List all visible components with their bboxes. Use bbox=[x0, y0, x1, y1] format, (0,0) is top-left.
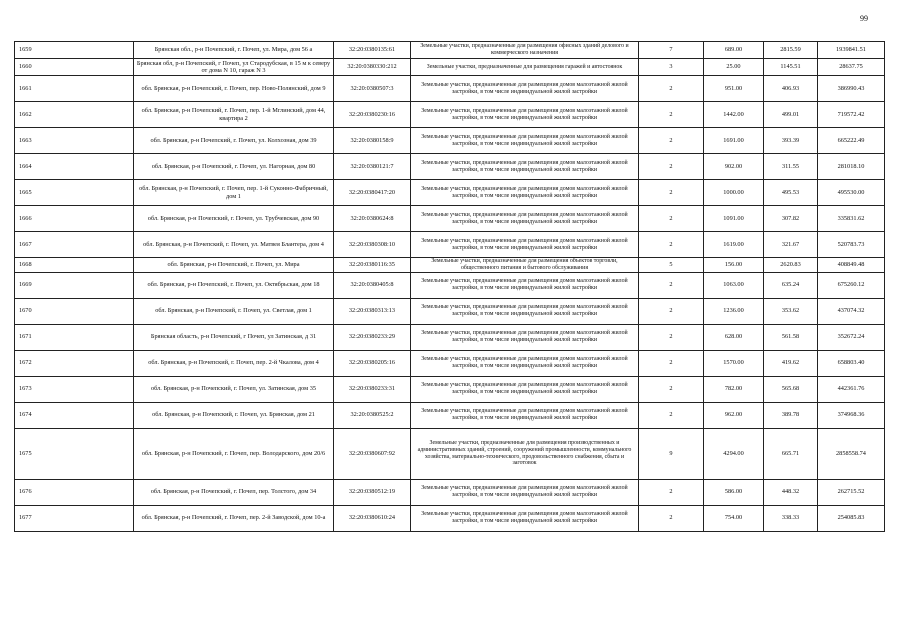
group-cell: 2 bbox=[639, 206, 704, 232]
group-cell: 2 bbox=[639, 376, 704, 402]
table-row bbox=[15, 102, 885, 128]
land-use-cell: Земельные участки, предназначенные для размещения домов малоэтажной жилой застройки, в том числе индивидуальной жилой застройки bbox=[411, 350, 639, 376]
cadastral-value-cell: 352672.24 bbox=[818, 324, 885, 350]
specific-value-cell: 419.62 bbox=[764, 350, 818, 376]
cadastral-value-cell: 665222.49 bbox=[818, 128, 885, 154]
cadastral-value-cell: 254085.83 bbox=[818, 505, 885, 531]
land-use-cell: Земельные участки, предназначенные для размещения производственных и административных зданий, строений, сооружений промышленности, коммунального хозяйства, материально-технического, продовольственного снабжения, сбыта и заготовок bbox=[411, 428, 639, 479]
area-cell: 1063.00 bbox=[704, 272, 764, 298]
land-use-cell: Земельные участки, предназначенные для размещения домов малоэтажной жилой застройки, в том числе индивидуальной жилой застройки bbox=[411, 180, 639, 206]
table-row bbox=[15, 154, 885, 180]
table-row bbox=[15, 505, 885, 531]
cadastral-value-cell: 495530.00 bbox=[818, 180, 885, 206]
land-use-cell: Земельные участки, предназначенные для размещения домов малоэтажной жилой застройки, в том числе индивидуальной жилой застройки bbox=[411, 324, 639, 350]
address-cell: обл. Брянская, р-н Почепский, г. Почеп, ул. Светлая, дом 1 bbox=[134, 298, 334, 324]
area-cell: 902.00 bbox=[704, 154, 764, 180]
land-use-cell: Земельные участки, предназначенные для размещения домов малоэтажной жилой застройки, в том числе индивидуальной жилой застройки bbox=[411, 76, 639, 102]
cadastral-number-cell: 32:20:0380116:35 bbox=[334, 258, 411, 273]
row-number: 1667 bbox=[15, 232, 134, 258]
cadastral-value-cell: 658803.40 bbox=[818, 350, 885, 376]
cadastral-number-cell: 32:20:0380313:13 bbox=[334, 298, 411, 324]
group-cell: 2 bbox=[639, 298, 704, 324]
land-use-cell: Земельные участки, предназначенные для размещения объектов торговли, общественного питания и бытового обслуживания bbox=[411, 258, 639, 273]
area-cell: 951.00 bbox=[704, 76, 764, 102]
area-cell: 962.00 bbox=[704, 402, 764, 428]
group-cell: 2 bbox=[639, 154, 704, 180]
area-cell: 754.00 bbox=[704, 505, 764, 531]
cadastral-value-cell: 437074.32 bbox=[818, 298, 885, 324]
table-row bbox=[15, 232, 885, 258]
cadastral-value-cell: 374968.36 bbox=[818, 402, 885, 428]
specific-value-cell: 448.32 bbox=[764, 479, 818, 505]
row-number: 1674 bbox=[15, 402, 134, 428]
row-number: 1676 bbox=[15, 479, 134, 505]
specific-value-cell: 2620.83 bbox=[764, 258, 818, 273]
group-cell: 2 bbox=[639, 232, 704, 258]
land-use-cell: Земельные участки, предназначенные для размещения офисных зданий делового и коммерческого назначения bbox=[411, 42, 639, 59]
cadastral-number-cell: 32:20:0380405:8 bbox=[334, 272, 411, 298]
cadastral-value-cell: 675260.12 bbox=[818, 272, 885, 298]
table-row bbox=[15, 128, 885, 154]
cadastral-number-cell: 32:20:0380233:29 bbox=[334, 324, 411, 350]
cadastral-number-cell: 32:20:0380205:16 bbox=[334, 350, 411, 376]
table-body bbox=[15, 42, 885, 532]
cadastral-number-cell: 32:20:0380330:212 bbox=[334, 59, 411, 76]
land-use-cell: Земельные участки, предназначенные для размещения гаражей и автостоянок bbox=[411, 59, 639, 76]
table-row bbox=[15, 76, 885, 102]
address-cell: обл. Брянская, р-н Почепский, г. Почеп, пер. Толстого, дом 34 bbox=[134, 479, 334, 505]
group-cell: 2 bbox=[639, 324, 704, 350]
area-cell: 1000.00 bbox=[704, 180, 764, 206]
address-cell: обл. Брянская, р-н Почепский, г. Почеп, ул. Брянская, дом 21 bbox=[134, 402, 334, 428]
specific-value-cell: 635.24 bbox=[764, 272, 818, 298]
row-number: 1663 bbox=[15, 128, 134, 154]
cadastral-number-cell: 32:20:0380512:19 bbox=[334, 479, 411, 505]
address-cell: обл. Брянская, р-н Почепский, г. Почеп, ул. Октябрьская, дом 18 bbox=[134, 272, 334, 298]
specific-value-cell: 389.78 bbox=[764, 402, 818, 428]
group-cell: 7 bbox=[639, 42, 704, 59]
land-use-cell: Земельные участки, предназначенные для размещения домов малоэтажной жилой застройки, в том числе индивидуальной жилой застройки bbox=[411, 154, 639, 180]
specific-value-cell: 499.01 bbox=[764, 102, 818, 128]
area-cell: 689.00 bbox=[704, 42, 764, 59]
cadastral-number-cell: 32:20:0380624:8 bbox=[334, 206, 411, 232]
cadastral-value-cell: 281018.10 bbox=[818, 154, 885, 180]
specific-value-cell: 307.82 bbox=[764, 206, 818, 232]
group-cell: 2 bbox=[639, 128, 704, 154]
row-number: 1669 bbox=[15, 272, 134, 298]
area-cell: 1091.00 bbox=[704, 206, 764, 232]
area-cell: 586.00 bbox=[704, 479, 764, 505]
cadastral-value-cell: 2858558.74 bbox=[818, 428, 885, 479]
page-number: 99 bbox=[860, 14, 868, 23]
row-number: 1661 bbox=[15, 76, 134, 102]
area-cell: 1619.00 bbox=[704, 232, 764, 258]
specific-value-cell: 353.62 bbox=[764, 298, 818, 324]
table-row bbox=[15, 402, 885, 428]
table-row bbox=[15, 324, 885, 350]
table-row bbox=[15, 428, 885, 479]
cadastral-number-cell: 32:20:0380507:3 bbox=[334, 76, 411, 102]
group-cell: 2 bbox=[639, 76, 704, 102]
cadastral-number-cell: 32:20:0380308:10 bbox=[334, 232, 411, 258]
row-number: 1677 bbox=[15, 505, 134, 531]
address-cell: обл. Брянская, р-н Почепский, г. Почеп, ул. Матвея Блантера, дом 4 bbox=[134, 232, 334, 258]
specific-value-cell: 565.68 bbox=[764, 376, 818, 402]
cadastral-number-cell: 32:20:0380417:20 bbox=[334, 180, 411, 206]
specific-value-cell: 321.67 bbox=[764, 232, 818, 258]
land-use-cell: Земельные участки, предназначенные для размещения домов малоэтажной жилой застройки, в том числе индивидуальной жилой застройки bbox=[411, 479, 639, 505]
row-number: 1670 bbox=[15, 298, 134, 324]
specific-value-cell: 561.58 bbox=[764, 324, 818, 350]
specific-value-cell: 495.53 bbox=[764, 180, 818, 206]
table-row bbox=[15, 350, 885, 376]
row-number: 1659 bbox=[15, 42, 134, 59]
row-number: 1664 bbox=[15, 154, 134, 180]
cadastral-value-cell: 262715.52 bbox=[818, 479, 885, 505]
group-cell: 9 bbox=[639, 428, 704, 479]
cadastral-number-cell: 32:20:0380610:24 bbox=[334, 505, 411, 531]
table-row bbox=[15, 258, 885, 273]
cadastral-number-cell: 32:20:0380135:61 bbox=[334, 42, 411, 59]
address-cell: обл. Брянская, р-н Почепский, г. Почеп, пер. Ново-Полянский, дом 9 bbox=[134, 76, 334, 102]
cadastral-value-table bbox=[14, 41, 885, 532]
group-cell: 5 bbox=[639, 258, 704, 273]
group-cell: 2 bbox=[639, 479, 704, 505]
table-row bbox=[15, 42, 885, 59]
specific-value-cell: 2815.59 bbox=[764, 42, 818, 59]
table-row bbox=[15, 180, 885, 206]
address-cell: обл. Брянская, р-н Почепский, г. Почеп, пер. Володарского, дом 20/6 bbox=[134, 428, 334, 479]
land-use-cell: Земельные участки, предназначенные для размещения домов малоэтажной жилой застройки, в том числе индивидуальной жилой застройки bbox=[411, 402, 639, 428]
land-use-cell: Земельные участки, предназначенные для размещения домов малоэтажной жилой застройки, в том числе индивидуальной жилой застройки bbox=[411, 376, 639, 402]
row-number: 1672 bbox=[15, 350, 134, 376]
group-cell: 2 bbox=[639, 350, 704, 376]
row-number: 1675 bbox=[15, 428, 134, 479]
address-cell: обл. Брянская, р-н Почепский, г. Почеп, пер. 1-й Суконно-Фабричный, дом 1 bbox=[134, 180, 334, 206]
specific-value-cell: 406.93 bbox=[764, 76, 818, 102]
cadastral-value-cell: 408849.48 bbox=[818, 258, 885, 273]
table-row bbox=[15, 59, 885, 76]
area-cell: 628.00 bbox=[704, 324, 764, 350]
land-use-cell: Земельные участки, предназначенные для размещения домов малоэтажной жилой застройки, в том числе индивидуальной жилой застройки bbox=[411, 232, 639, 258]
address-cell: обл. Брянская, р-н Почепский, г. Почеп, пер. 1-й Мглинский, дом 44, квартира 2 bbox=[134, 102, 334, 128]
cadastral-number-cell: 32:20:0380230:16 bbox=[334, 102, 411, 128]
area-cell: 156.00 bbox=[704, 258, 764, 273]
specific-value-cell: 311.55 bbox=[764, 154, 818, 180]
table-row bbox=[15, 479, 885, 505]
group-cell: 2 bbox=[639, 505, 704, 531]
cadastral-value-cell: 442361.76 bbox=[818, 376, 885, 402]
table-row bbox=[15, 206, 885, 232]
address-cell: обл. Брянская, р-н Почепский, г. Почеп, ул. Трубчевская, дом 90 bbox=[134, 206, 334, 232]
cadastral-number-cell: 32:20:0380525:2 bbox=[334, 402, 411, 428]
specific-value-cell: 665.71 bbox=[764, 428, 818, 479]
area-cell: 1442.00 bbox=[704, 102, 764, 128]
row-number: 1668 bbox=[15, 258, 134, 273]
land-use-cell: Земельные участки, предназначенные для размещения домов малоэтажной жилой застройки, в том числе индивидуальной жилой застройки bbox=[411, 128, 639, 154]
address-cell: Брянская обл, р-н Почепский, г Почеп, ул Стародубская, в 15 м к северу от дома N 10, гараж N 3 bbox=[134, 59, 334, 76]
address-cell: Брянская область, р-н Почепский, г Почеп, ул Затинская, д 31 bbox=[134, 324, 334, 350]
specific-value-cell: 393.39 bbox=[764, 128, 818, 154]
row-number: 1671 bbox=[15, 324, 134, 350]
row-number: 1665 bbox=[15, 180, 134, 206]
address-cell: обл. Брянская, р-н Почепский, г. Почеп, ул. Нагорная, дом 80 bbox=[134, 154, 334, 180]
cadastral-number-cell: 32:20:0380158:9 bbox=[334, 128, 411, 154]
row-number: 1662 bbox=[15, 102, 134, 128]
group-cell: 2 bbox=[639, 102, 704, 128]
land-use-cell: Земельные участки, предназначенные для размещения домов малоэтажной жилой застройки, в том числе индивидуальной жилой застройки bbox=[411, 102, 639, 128]
cadastral-number-cell: 32:20:0380607:92 bbox=[334, 428, 411, 479]
address-cell: обл. Брянская, р-н Почепский, г. Почеп, пер. 2-й Заводской, дом 10-а bbox=[134, 505, 334, 531]
cadastral-number-cell: 32:20:0380233:31 bbox=[334, 376, 411, 402]
group-cell: 2 bbox=[639, 402, 704, 428]
table-row bbox=[15, 298, 885, 324]
row-number: 1673 bbox=[15, 376, 134, 402]
land-use-cell: Земельные участки, предназначенные для размещения домов малоэтажной жилой застройки, в том числе индивидуальной жилой застройки bbox=[411, 505, 639, 531]
table-row bbox=[15, 272, 885, 298]
cadastral-value-cell: 335831.62 bbox=[818, 206, 885, 232]
land-use-cell: Земельные участки, предназначенные для размещения домов малоэтажной жилой застройки, в том числе индивидуальной жилой застройки bbox=[411, 272, 639, 298]
specific-value-cell: 1145.51 bbox=[764, 59, 818, 76]
cadastral-value-cell: 386990.43 bbox=[818, 76, 885, 102]
address-cell: обл. Брянская, р-н Почепский, г. Почеп, ул. Затинская, дом 35 bbox=[134, 376, 334, 402]
table-row bbox=[15, 376, 885, 402]
row-number: 1666 bbox=[15, 206, 134, 232]
group-cell: 3 bbox=[639, 59, 704, 76]
specific-value-cell: 338.33 bbox=[764, 505, 818, 531]
cadastral-value-cell: 520783.73 bbox=[818, 232, 885, 258]
area-cell: 1236.00 bbox=[704, 298, 764, 324]
row-number: 1660 bbox=[15, 59, 134, 76]
cadastral-value-cell: 28637.75 bbox=[818, 59, 885, 76]
address-cell: обл. Брянская, р-н Почепский, г. Почеп, ул. Мира bbox=[134, 258, 334, 273]
area-cell: 4294.00 bbox=[704, 428, 764, 479]
group-cell: 2 bbox=[639, 180, 704, 206]
address-cell: обл. Брянская, р-н Почепский, г. Почеп, пер. 2-й Чкалова, дом 4 bbox=[134, 350, 334, 376]
address-cell: Брянская обл., р-н Почепский, г. Почеп, ул. Мира, дом 56 а bbox=[134, 42, 334, 59]
area-cell: 1570.00 bbox=[704, 350, 764, 376]
cadastral-value-cell: 1939841.51 bbox=[818, 42, 885, 59]
area-cell: 1691.00 bbox=[704, 128, 764, 154]
area-cell: 782.00 bbox=[704, 376, 764, 402]
land-use-cell: Земельные участки, предназначенные для размещения домов малоэтажной жилой застройки, в том числе индивидуальной жилой застройки bbox=[411, 206, 639, 232]
land-use-cell: Земельные участки, предназначенные для размещения домов малоэтажной жилой застройки, в том числе индивидуальной жилой застройки bbox=[411, 298, 639, 324]
cadastral-value-cell: 719572.42 bbox=[818, 102, 885, 128]
group-cell: 2 bbox=[639, 272, 704, 298]
area-cell: 25.00 bbox=[704, 59, 764, 76]
cadastral-number-cell: 32:20:0380121:7 bbox=[334, 154, 411, 180]
address-cell: обл. Брянская, р-н Почепский, г. Почеп, ул. Колхозная, дом 39 bbox=[134, 128, 334, 154]
